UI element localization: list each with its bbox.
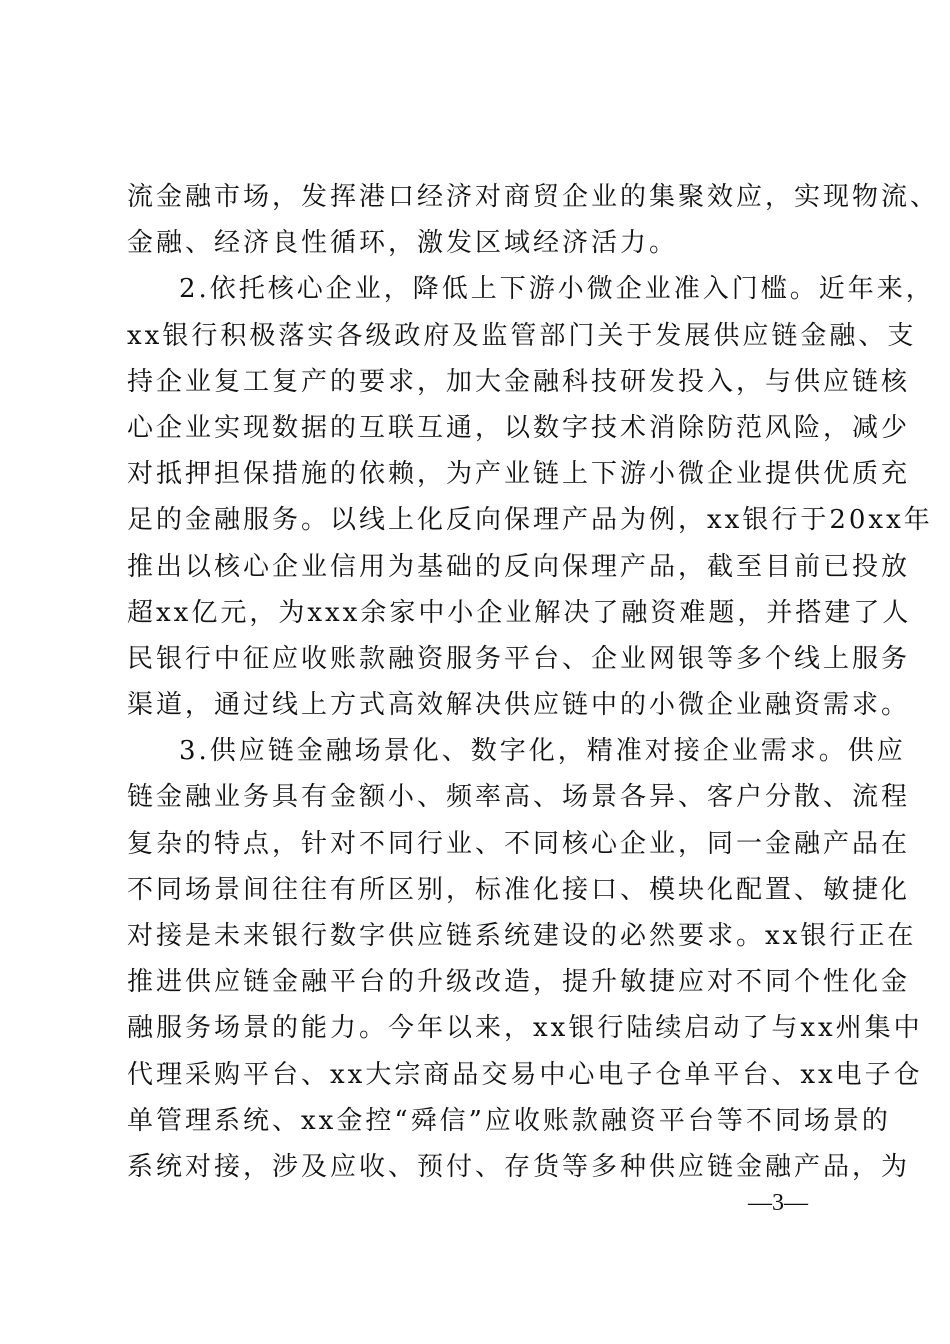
text-line: 金融、经济良性循环，激发区域经济活力。 (127, 228, 679, 259)
page-number: —3— (748, 1190, 808, 1216)
text-line: 持企业复工复产的要求，加大金融科技研发投入，与供应链核 (127, 366, 911, 397)
text-line: 2.依托核心企业，降低上下游小微企业准入门槛。近年来， (179, 274, 935, 305)
document-body (127, 174, 940, 1190)
text-line: 复杂的特点，针对不同行业、不同核心企业，同一金融产品在 (127, 828, 911, 859)
text-line: 代理采购平台、xx大宗商品交易中心电子仓单平台、xx电子仓 (127, 1059, 923, 1090)
text-line: 系统对接，涉及应收、预付、存货等多种供应链金融产品，为 (127, 1151, 911, 1182)
text-line: 流金融市场，发挥港口经济对商贸企业的集聚效应，实现物流、 (127, 182, 940, 212)
text-line: 足的金融服务。以线上化反向保理产品为例，xx银行于20xx年 (127, 505, 933, 536)
text-line: xx银行积极落实各级政府及监管部门关于发展供应链金融、支 (127, 320, 917, 351)
text-line: 心企业实现数据的互联互通，以数字技术消除防范风险，减少 (127, 412, 911, 443)
text-line: 单管理系统、xx金控“舜信”应收账款融资平台等不同场景的 (127, 1105, 891, 1136)
text-line: 推进供应链金融平台的升级改造，提升敏捷应对不同个性化金 (127, 967, 911, 998)
text-line: 3.供应链金融场景化、数字化，精准对接企业需求。供应 (179, 736, 906, 767)
text-line: 渠道，通过线上方式高效解决供应链中的小微企业融资需求。 (127, 690, 911, 721)
text-line: 不同场景间往往有所区别，标准化接口、模块化配置、敏捷化 (127, 874, 911, 905)
paragraph-2 (127, 266, 935, 728)
text-line: 链金融业务具有金额小、频率高、场景各异、客户分散、流程 (127, 782, 911, 813)
paragraph-3 (127, 728, 923, 1190)
text-line: 民银行中征应收账款融资服务平台、企业网银等多个线上服务 (127, 643, 911, 674)
text-line: 对接是未来银行数字供应链系统建设的必然要求。xx银行正在 (127, 921, 917, 951)
text-line: 融服务场景的能力。今年以来，xx银行陆续启动了与xx州集中 (127, 1013, 923, 1044)
text-line: 对抵押担保措施的依赖，为产业链上下游小微企业提供优质充 (127, 459, 911, 490)
text-line: 超xx亿元，为xxx余家中小企业解决了融资难题，并搭建了人 (127, 597, 912, 628)
paragraph-1 (127, 174, 940, 266)
text-line: 推出以核心企业信用为基础的反向保理产品，截至目前已投放 (127, 551, 911, 582)
